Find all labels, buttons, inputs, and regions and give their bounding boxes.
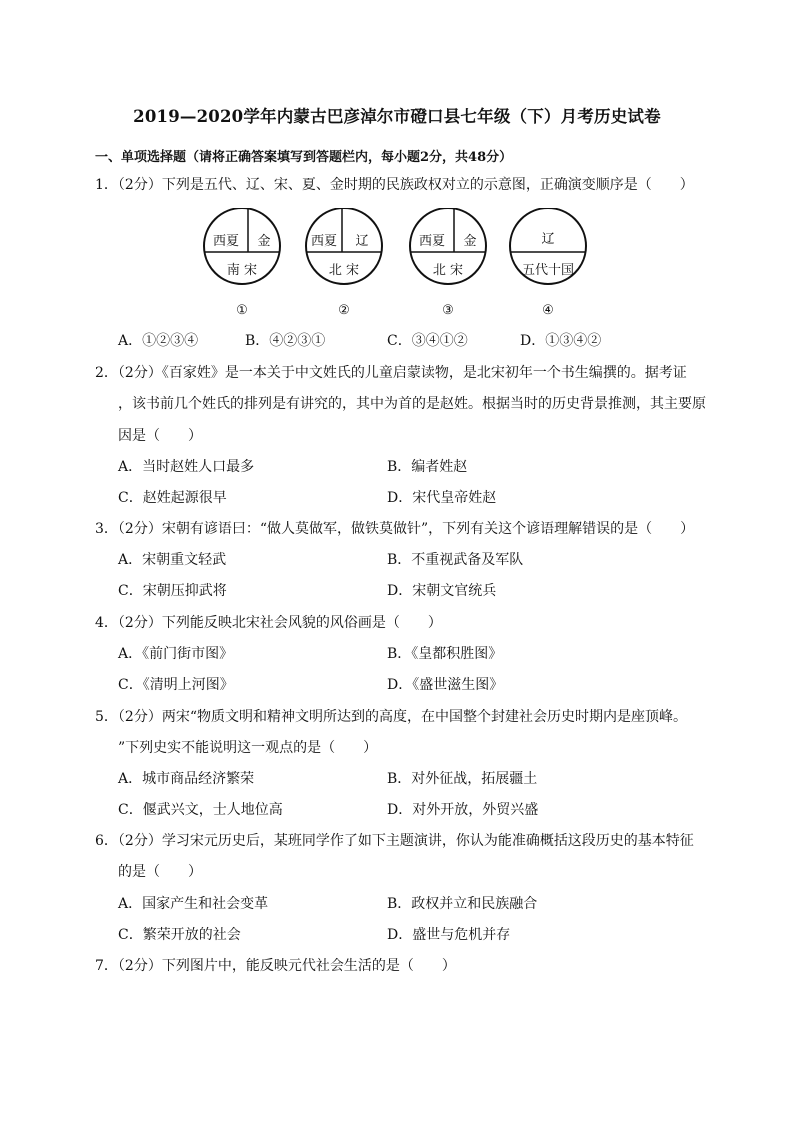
circle-1-top-right: 金 bbox=[257, 234, 271, 249]
question-2-option-c: C．赵姓起源很早 bbox=[118, 490, 227, 506]
question-6-stem-line-2: 的是（ ） bbox=[118, 864, 202, 880]
question-6-option-b: B．政权并立和民族融合 bbox=[387, 896, 538, 912]
question-2-option-d: D．宋代皇帝姓赵 bbox=[387, 490, 497, 506]
question-1-option-a: A．①②③④ bbox=[118, 333, 199, 349]
question-5-option-b: B．对外征战，拓展疆土 bbox=[387, 771, 538, 787]
circle-3-top-right: 金 bbox=[463, 234, 477, 249]
question-2-option-a: A．当时赵姓人口最多 bbox=[118, 459, 255, 475]
circle-2-top-left: 西夏 bbox=[310, 234, 338, 249]
circle-4-bottom: 五代十国 bbox=[521, 263, 575, 278]
circle-3-bottom: 北 宋 bbox=[432, 263, 464, 278]
question-3-option-c: C．宋朝压抑武将 bbox=[118, 583, 227, 599]
question-3-option-a: A．宋朝重文轻武 bbox=[118, 552, 227, 568]
regime-diagram bbox=[200, 208, 590, 318]
question-6-option-a: A．国家产生和社会变革 bbox=[118, 896, 269, 912]
question-5-stem-line-1: 5．（2分）两宋“物质文明和精神文明所达到的高度，在中国整个封建社会历史时期内是座顶峰。 bbox=[95, 709, 687, 725]
question-4-option-a: A．《前门街市图》 bbox=[118, 646, 234, 662]
question-4-option-c: C．《清明上河图》 bbox=[118, 677, 234, 693]
question-6-stem-line-1: 6．（2分）学习宋元历史后，某班同学作了如下主题演讲，你认为能准确概括这段历史的基本特征 bbox=[95, 833, 694, 849]
question-3-option-d: D．宋朝文官统兵 bbox=[387, 583, 497, 599]
page-title: 2019—2020学年内蒙古巴彦淖尔市磴口县七年级（下）月考历史试卷 bbox=[133, 107, 661, 126]
question-2-stem-line-3: 因是（ ） bbox=[118, 428, 202, 444]
circle-3-top-left: 西夏 bbox=[418, 234, 446, 249]
circle-3-label: ③ bbox=[442, 303, 454, 318]
circle-2-bottom: 北 宋 bbox=[328, 263, 360, 278]
circle-4-top: 辽 bbox=[541, 232, 555, 247]
question-7-stem: 7．（2分）下列图片中，能反映元代社会生活的是（ ） bbox=[95, 958, 456, 974]
question-1-option-c: C．③④①② bbox=[387, 333, 468, 349]
question-1-option-b: B．④②③① bbox=[245, 333, 326, 349]
question-1-option-d: D．①③④② bbox=[520, 333, 602, 349]
question-6-option-d: D．盛世与危机并存 bbox=[387, 927, 511, 943]
question-5-stem-line-2: ”下列史实不能说明这一观点的是（ ） bbox=[118, 740, 378, 756]
circle-4-label: ④ bbox=[542, 303, 554, 318]
section-heading: 一、单项选择题（请将正确答案填写到答题栏内，每小题2分，共48分） bbox=[95, 150, 513, 165]
question-2-option-b: B．编者姓赵 bbox=[387, 459, 468, 475]
question-2-stem-line-1: 2．（2分）《百家姓》是一本关于中文姓氏的儿童启蒙读物，是北宋初年一个书生编撰的。据考证 bbox=[95, 365, 687, 381]
question-5-option-c: C．偃武兴文，士人地位高 bbox=[118, 802, 283, 818]
question-3-stem: 3．（2分）宋朝有谚语曰：“做人莫做军，做铁莫做针”，下列有关这个谚语理解错误的是（ ） bbox=[95, 521, 695, 537]
question-4-option-b: B．《皇都积胜图》 bbox=[387, 646, 503, 662]
circle-2-label: ② bbox=[338, 303, 350, 318]
question-5-option-d: D．对外开放，外贸兴盛 bbox=[387, 802, 539, 818]
question-2-stem-line-2: ，该书前几个姓氏的排列是有讲究的，其中为首的是赵姓。根据当时的历史背景推测，其主要原 bbox=[118, 396, 706, 412]
question-5-option-a: A．城市商品经济繁荣 bbox=[118, 771, 255, 787]
circle-1-label: ① bbox=[236, 303, 248, 318]
circle-1-top-left: 西夏 bbox=[212, 234, 240, 249]
circle-2-top-right: 辽 bbox=[355, 234, 369, 249]
question-3-option-b: B．不重视武备及军队 bbox=[387, 552, 524, 568]
question-4-stem: 4．（2分）下列能反映北宋社会风貌的风俗画是（ ） bbox=[95, 615, 442, 631]
question-6-option-c: C．繁荣开放的社会 bbox=[118, 927, 241, 943]
question-4-option-d: D．《盛世滋生图》 bbox=[387, 677, 504, 693]
question-1-stem: 1．（2分）下列是五代、辽、宋、夏、金时期的民族政权对立的示意图，正确演变顺序是（ ） bbox=[95, 177, 694, 193]
circle-1-bottom: 南 宋 bbox=[226, 263, 258, 278]
